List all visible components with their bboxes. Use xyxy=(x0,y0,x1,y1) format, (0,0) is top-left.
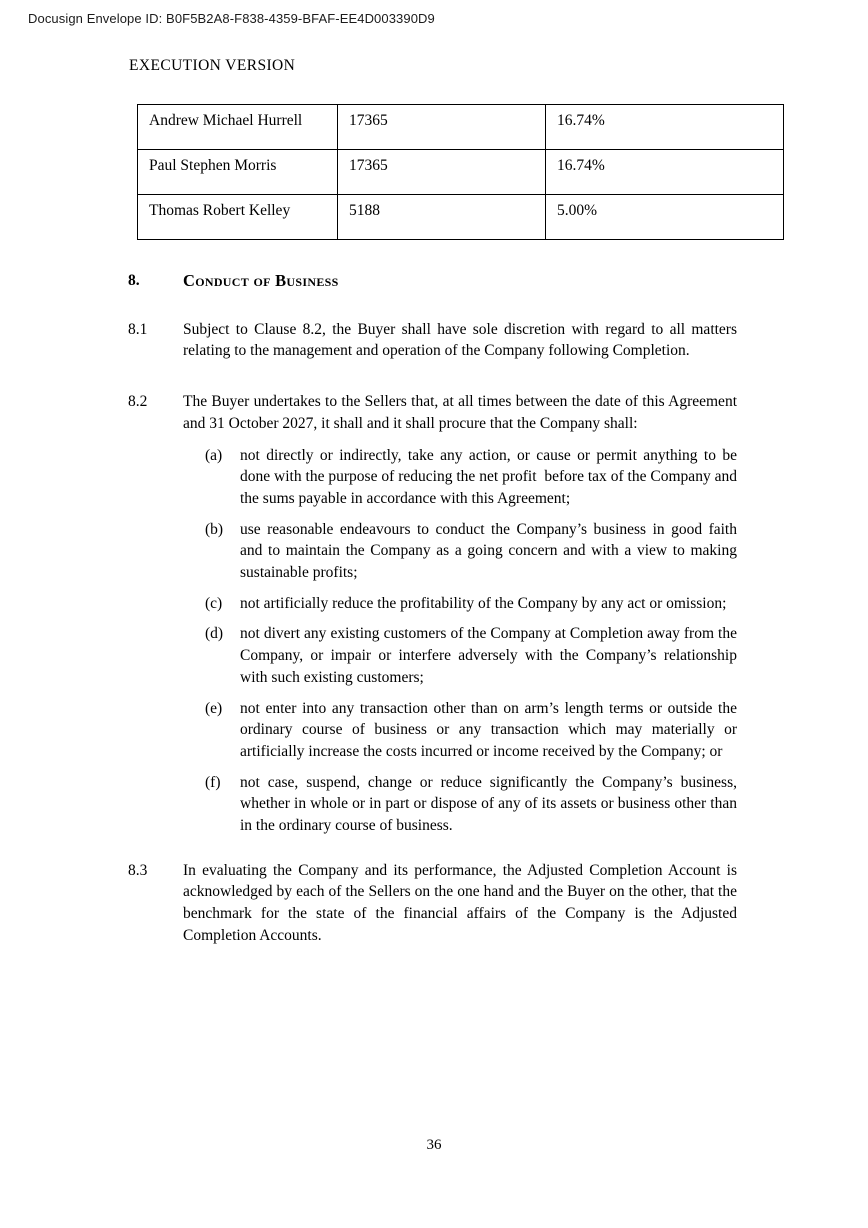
section-number: 8. xyxy=(128,272,140,289)
clause-8-3 xyxy=(128,860,868,947)
clause-8-2 xyxy=(128,391,868,434)
clause-number: 8.1 xyxy=(128,320,148,338)
section-heading xyxy=(128,270,868,292)
clause-text: In evaluating the Company and its performance, the Adjusted Completion Account is acknowledged by each of the Sellers on the one hand and the Buyer on the other, that the benchmark for the state of the financial affairs of the Company is the Adjusted Completion Accounts. xyxy=(183,861,741,944)
subclause-e xyxy=(205,698,868,763)
subclause-text: not divert any existing customers of the Company at Completion away from the Company, or impair or interfere adversely with the Company’s relationship with such existing customers; xyxy=(240,625,741,686)
clause-number: 8.2 xyxy=(128,393,148,411)
clause-number: 8.3 xyxy=(128,861,148,879)
subclause-text: use reasonable endeavours to conduct the Company’s business in good faith and to maintain the Company as a going concern and with a view to making sustainable profits; xyxy=(240,520,741,582)
section-title: Conduct of Business xyxy=(183,271,339,290)
shareholder-name: Thomas Robert Kelley xyxy=(138,195,338,240)
subclause-c xyxy=(205,593,868,615)
subclause-text: not artificially reduce the profitability of the Company by any act or omission; xyxy=(240,594,727,612)
share-percent: 5.00% xyxy=(546,195,784,240)
shareholders-table xyxy=(137,104,784,240)
table-row xyxy=(138,150,784,195)
subclause-d xyxy=(205,623,868,688)
subclause-a xyxy=(205,445,868,510)
docusign-envelope-id: Docusign Envelope ID: B0F5B2A8-F838-4359-BFAF-EE4D003390D9 xyxy=(28,11,435,26)
subclause-letter: (e) xyxy=(205,699,223,717)
share-percent: 16.74% xyxy=(546,150,784,195)
page-number: 36 xyxy=(426,1137,442,1153)
subclause-f xyxy=(205,772,868,837)
subclause-b xyxy=(205,519,868,584)
table-row xyxy=(138,195,784,240)
share-percent: 16.74% xyxy=(546,105,784,150)
subclause-text: not directly or indirectly, take any action, or cause or permit anything to be done with the purpose of reducing the net profit before tax of the Company and the sums payable in accordance with this Agreement; xyxy=(240,446,741,507)
clause-8-1 xyxy=(128,319,868,362)
subclause-text: not case, suspend, change or reduce significantly the Company’s business, whether in whole or in part or dispose of any of its assets or business other than in the ordinary course of business. xyxy=(240,773,741,835)
subclause-letter: (c) xyxy=(205,594,223,612)
clause-text: Subject to Clause 8.2, the Buyer shall have sole discretion with regard to all matters relating to the management and operation of the Company following Completion. xyxy=(183,320,741,360)
subclause-letter: (b) xyxy=(205,520,224,538)
clause-text: The Buyer undertakes to the Sellers that, at all times between the date of this Agreement and 31 October 2027, it shall and it shall procure that the Company shall: xyxy=(183,393,741,432)
shareholder-name: Andrew Michael Hurrell xyxy=(138,105,338,150)
subclause-text: not enter into any transaction other than on arm’s length terms or outside the ordinary course of business or any transaction which may materially or artificially increase the costs incurred or income received by the Company; or xyxy=(240,699,741,760)
share-count: 17365 xyxy=(338,105,546,150)
subclause-letter: (f) xyxy=(205,773,221,791)
subclause-letter: (a) xyxy=(205,446,223,464)
execution-version-label: EXECUTION VERSION xyxy=(129,57,296,74)
subclause-letter: (d) xyxy=(205,625,224,643)
table-row xyxy=(138,105,784,150)
share-count: 17365 xyxy=(338,150,546,195)
shareholder-name: Paul Stephen Morris xyxy=(138,150,338,195)
share-count: 5188 xyxy=(338,195,546,240)
